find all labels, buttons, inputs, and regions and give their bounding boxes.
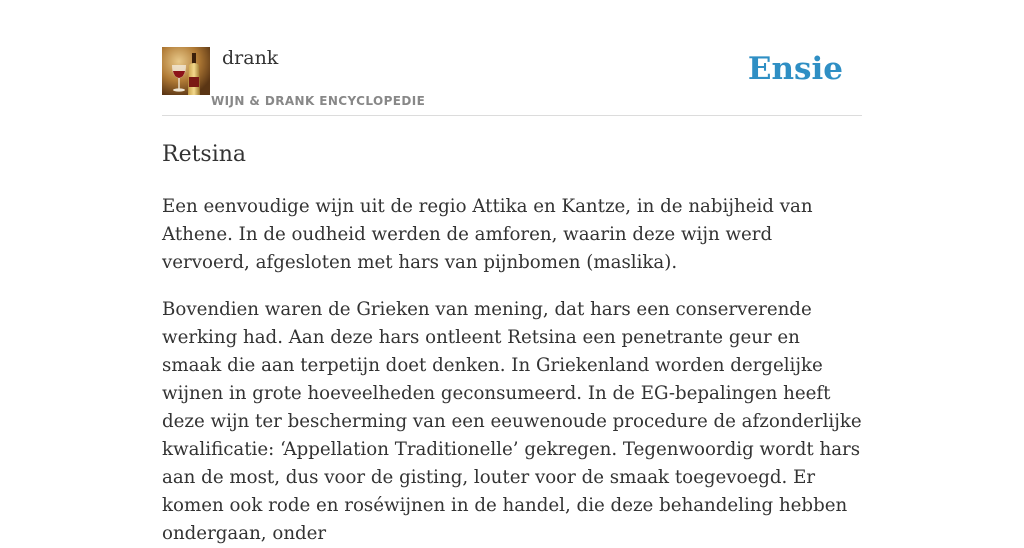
article-paragraph: Bovendien waren de Grieken van mening, dat hars een conserverende werking had. Aan deze hars ontleent Retsina een penetrante geur en smaak die aan terpetijn doet denken. In Griekenland worden dergelijke wijnen in grote hoeveelheden geconsumeerd. In de EG-bepalingen heeft deze wijn ter bescherming van een eeuwenoude procedure de afzonderlijke kwalificatie: ‘Appellation Traditionelle’ gekregen. Tegenwoordig wordt hars aan de most, dus voor de gisting, louter voor de smaak toegevoegd. Er komen ook rode en roséwijnen in de handel, die deze behandeling hebben ondergaan, onder [162, 299, 862, 544]
site-name[interactable]: drank [222, 47, 279, 69]
article-title: Retsina [162, 142, 247, 167]
wine-glass-bottle-icon[interactable] [162, 47, 210, 95]
brand-logo-link[interactable]: Ensie [747, 51, 843, 87]
header [162, 0, 862, 116]
article-paragraph: Een eenvoudige wijn uit de regio Attika en Kantze, in de nabijheid van Athene. In de oudheid werden de amforen, waarin deze wijn werd vervoerd, afgesloten met hars van pijnbomen (maslika). [162, 196, 813, 273]
article [162, 136, 862, 548]
site-tagline: WIJN & DRANK ENCYCLOPEDIE [211, 94, 426, 108]
